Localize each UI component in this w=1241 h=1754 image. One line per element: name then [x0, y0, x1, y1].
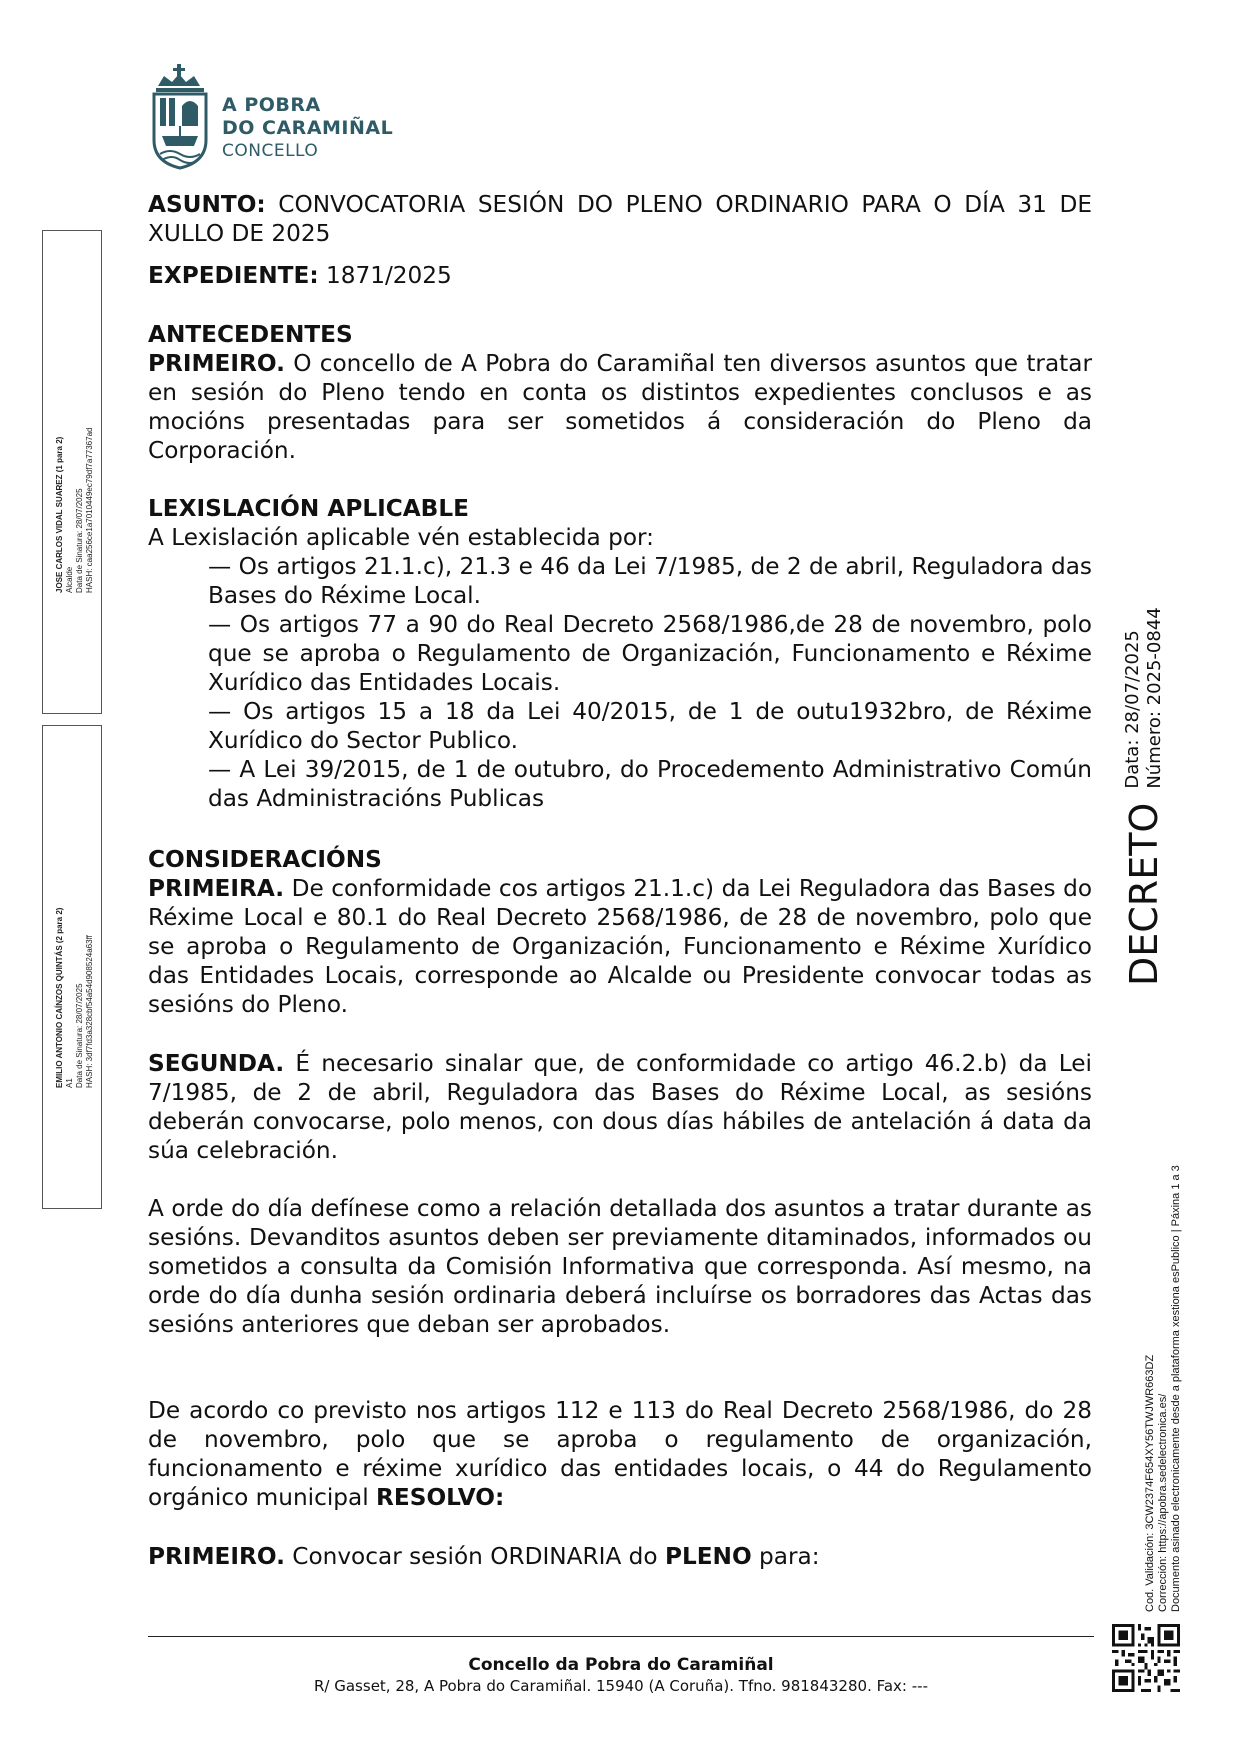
- orde-paragraph: A orde do día defínese como a relación detallada dos asuntos a tratar durante as sesións. Devanditos asuntos deben ser previamente ditaminados, informados ou sometidos a consulta da Comisión Informativa que corresponda. Así mesmo, na orde do día dunha sesión ordinaria deberá incluírse os borradores das Actas das sesións anteriores que deban ser aprobados.: [148, 1195, 1092, 1338]
- footer-name: Concello da Pobra do Caramiñal: [468, 1655, 774, 1675]
- lexislacion-item: — A Lei 39/2015, de 1 de outubro, do Procedemento Administrativo Común das Administracións Publicas: [208, 756, 1092, 812]
- decreto-data: Data: 28/07/2025: [1122, 630, 1143, 789]
- acordo-paragraph: [148, 1396, 1092, 1512]
- concello-coat-of-arms-logo: [150, 62, 210, 172]
- validation-block: [1144, 1165, 1183, 1612]
- expediente-label: EXPEDIENTE:: [148, 262, 319, 289]
- signature-1-role: Alcalde: [65, 566, 74, 593]
- lexislacion-item: — Os artigos 15 a 18 da Lei 40/2015, de 1 de outu1932bro, de Réxime Xurídico do Sector Publico.: [208, 698, 1092, 754]
- antecedentes-heading: ANTECEDENTES: [148, 321, 353, 348]
- concello-wordmark: [222, 94, 393, 162]
- primeira-text: De conformidade cos artigos 21.1.c) da Lei Reguladora das Bases do Réxime Local e 80.1 do Real Decreto 2568/1986, de 28 de novembro, polo que se aproba o Regulamento de Organización, Funcionamento e Réxime Xurídico das Entidades Locais, corresponde ao Alcalde ou Presidente convocar todas as sesións do Pleno.: [148, 875, 1092, 1018]
- signature-2-date: Data de Sinatura: 28/07/2025: [75, 983, 84, 1088]
- segunda-label: SEGUNDA.: [148, 1050, 285, 1077]
- logo-line-2: DO CARAMIÑAL: [222, 117, 394, 139]
- expediente: [148, 261, 1092, 290]
- resolution-text-after: para:: [751, 1543, 820, 1570]
- footer-address: R/ Gasset, 28, A Pobra do Caramiñal. 15940 (A Coruña). Tfno. 981843280. Fax: ---: [314, 1677, 928, 1695]
- validation-platform: Documento asinado electronicamente desde a plataforma xestiona esPublico | Páxina 1 a 3: [1170, 1165, 1182, 1612]
- lexislacion-heading: LEXISLACIÓN APLICABLE: [148, 495, 469, 522]
- decreto-stamp: [1122, 607, 1166, 986]
- asunto: [148, 190, 1092, 248]
- logo-line-1: A POBRA: [222, 94, 321, 116]
- antecedentes-primeiro: [148, 349, 1092, 465]
- lexislacion-section: [148, 494, 1092, 813]
- logo-line-3: CONCELLO: [222, 141, 319, 161]
- expediente-value: 1871/2025: [318, 262, 452, 289]
- asunto-label: ASUNTO:: [148, 191, 266, 218]
- signature-2-name: EMILIO ANTONIO CAÍNZOS QUINTÁS (2 para 2): [55, 907, 64, 1088]
- signature-1-name: JOSE CARLOS VIDAL SUAREZ (1 para 2): [55, 436, 64, 593]
- decreto-meta: [1122, 607, 1166, 788]
- footer: [148, 1654, 1094, 1696]
- decreto-title: DECRETO: [1122, 802, 1166, 986]
- signature-1-hash: HASH: caa256ce1a7010449ec79df7a77367ad: [85, 427, 94, 593]
- lexislacion-intro: A Lexislación aplicable vén establecida por:: [148, 524, 654, 551]
- consideracions-section: [148, 845, 1092, 1019]
- footer-divider: [148, 1636, 1094, 1637]
- signature-2-text: [55, 908, 95, 1088]
- lexislacion-item: — Os artigos 21.1.c), 21.3 e 46 da Lei 7/1985, de 2 de abril, Reguladora das Bases do Réxime Local.: [208, 553, 1092, 609]
- resolution-primeiro-label: PRIMEIRO.: [148, 1543, 285, 1570]
- acordo-text: De acordo co previsto nos artigos 112 e 113 do Real Decreto 2568/1986, do 28 de novembro, polo que se aproba o regulamento de organización, funcionamento e réxime xurídico das entidades locais, o 44 do Regulamento orgánico municipal: [148, 1397, 1092, 1511]
- resolution-pleno: PLENO: [664, 1543, 752, 1570]
- consideracions-segunda: [148, 1049, 1092, 1165]
- asunto-text: CONVOCATORIA SESIÓN DO PLENO ORDINARIO PARA O DÍA 31 DE XULLO DE 2025: [148, 191, 1092, 247]
- consideracions-heading: CONSIDERACIÓNS: [148, 846, 382, 873]
- primeiro-label: PRIMEIRO.: [148, 350, 285, 377]
- resolution-text-before: Convocar sesión ORDINARIA do: [284, 1543, 665, 1570]
- resolution-primeiro: [148, 1542, 1092, 1571]
- resolvo-label: RESOLVO:: [376, 1484, 505, 1511]
- signature-2-hash: HASH: 3df7fd3a328cbf54a54d908524a63ff: [85, 935, 94, 1088]
- validation-url: Corrección: https://apobra.sedelectronica.es/: [1157, 1393, 1169, 1612]
- decreto-numero: Número: 2025-0844: [1144, 607, 1165, 789]
- consideracions-primeira: [148, 874, 1092, 1019]
- antecedentes-section: [148, 320, 1092, 465]
- qr-code-icon: [1112, 1624, 1180, 1692]
- signature-box-2: [42, 725, 102, 1209]
- validation-code: Cod. Validación: 3CW2374F654XY56TWJWR663DZ: [1144, 1354, 1156, 1612]
- signature-2-role: A1: [65, 1078, 74, 1088]
- primeira-label: PRIMEIRA.: [148, 875, 285, 902]
- signature-box-1: [42, 230, 102, 714]
- signature-1-date: Data de Sinatura: 28/07/2025: [75, 488, 84, 593]
- primeiro-text: O concello de A Pobra do Caramiñal ten diversos asuntos que tratar en sesión do Pleno tendo en conta os distintos expedientes conclusos e as mocións presentadas para ser sometidos á consideración do Pleno da Corporación.: [148, 350, 1092, 464]
- lexislacion-item: — Os artigos 77 a 90 do Real Decreto 2568/1986,de 28 de novembro, polo que se aproba o Regulamento de Organización, Funcionamento e Réxime Xurídico das Entidades Locais.: [208, 611, 1092, 696]
- segunda-text: É necesario sinalar que, de conformidade co artigo 46.2.b) da Lei 7/1985, de 2 de abril, Reguladora das Bases do Réxime Local, as sesións deberán convocarse, polo menos, con dous días hábiles de antelación á data da súa celebración.: [148, 1050, 1092, 1164]
- signature-1-text: [55, 428, 95, 593]
